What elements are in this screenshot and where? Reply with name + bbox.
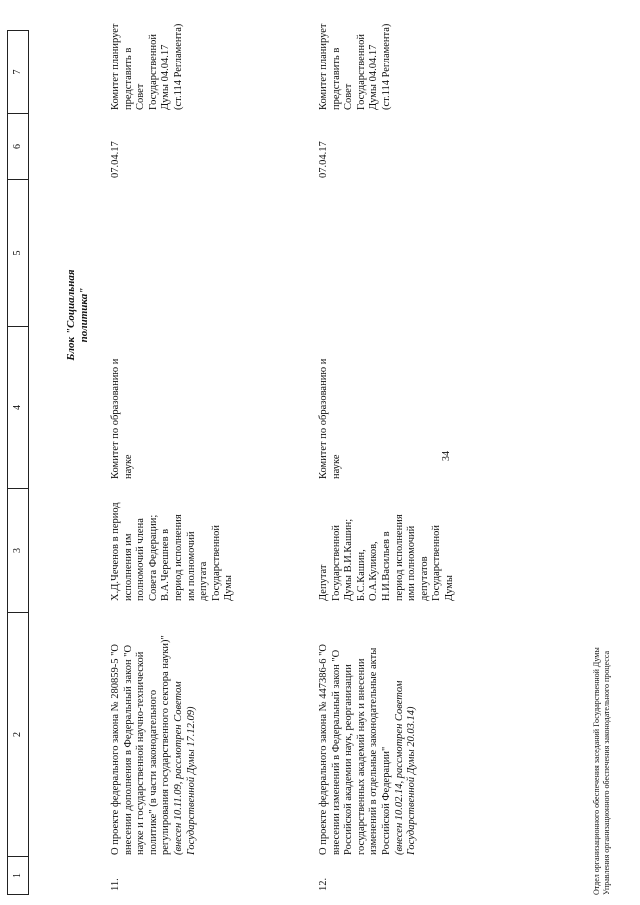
bill-submission-note: (внесен 10.11.09, рассмотрен Советом Государственной Думы 17.12.09) xyxy=(172,681,197,855)
table-header xyxy=(7,30,29,895)
bill-submission-note: (внесен 10.02.14, рассмотрен Советом Государственной Думы 20.03.14) xyxy=(393,680,418,855)
header-col-3: 3 xyxy=(8,488,28,612)
bill-title: О проекте федерального закона № 447386-6 "О внесении изменений в Федеральный закон "О Российской академии наук, реорганизации государственных академий наук и внесении изменений в отдельные законодательные акты Российской Федерации" xyxy=(318,643,392,855)
bill-description xyxy=(318,629,419,855)
footer-directorate: Управления организационного обеспечения законодательного процесса xyxy=(602,650,611,895)
responsible-committee: Комитет по образованию и науке xyxy=(110,358,134,479)
responsible-committee: Комитет по образованию и науке xyxy=(318,358,342,479)
page-footer xyxy=(592,647,612,895)
header-col-2: 2 xyxy=(8,612,28,856)
header-col-4: 4 xyxy=(8,326,28,488)
page-number: 34 xyxy=(441,451,452,461)
header-col-7: 7 xyxy=(12,69,23,75)
review-date: 07.04.17 xyxy=(110,141,121,178)
bill-description xyxy=(110,629,198,855)
block-title: Блок "Социальная политика" xyxy=(65,269,91,361)
row-number: 12. xyxy=(318,877,329,891)
header-col-5: 5 xyxy=(8,179,28,326)
review-date: 07.04.17 xyxy=(318,141,329,178)
bill-authors: Депутат Государственной Думы В.И.Кашин; Б.С.Кашин, О.А.Куликов, Н.И.Васильев в период исполнения ими полномочий депутатов Государственной Думы xyxy=(318,514,455,601)
footer-department: Отдел организационного обеспечения заседаний Государственной Думы xyxy=(592,647,601,895)
bill-authors: Х.Д.Чеченов в период исполнения им полномочий члена Совета Федерации; В.А.Черешнев в период исполнения им полномочий депутата Государственной Думы xyxy=(110,502,235,601)
row-number: 11. xyxy=(110,878,121,891)
committee-note: Комитет планирует представить в Совет Государственной Думы 04.04.17 (ст.114 Регламента) xyxy=(110,23,184,110)
bill-title: О проекте федерального закона № 280859-5 "О внесении дополнения в Федеральный закон "О науке и государственной научно-технической политике" (в части законодательного регулирования государственного сектора науки)" xyxy=(110,635,172,855)
header-col-1: 1 xyxy=(8,856,28,894)
header-col-6: 6 xyxy=(8,113,28,179)
committee-note: Комитет планирует представить в Совет Государственной Думы 04.04.17 (ст.114 Регламента) xyxy=(318,23,392,110)
